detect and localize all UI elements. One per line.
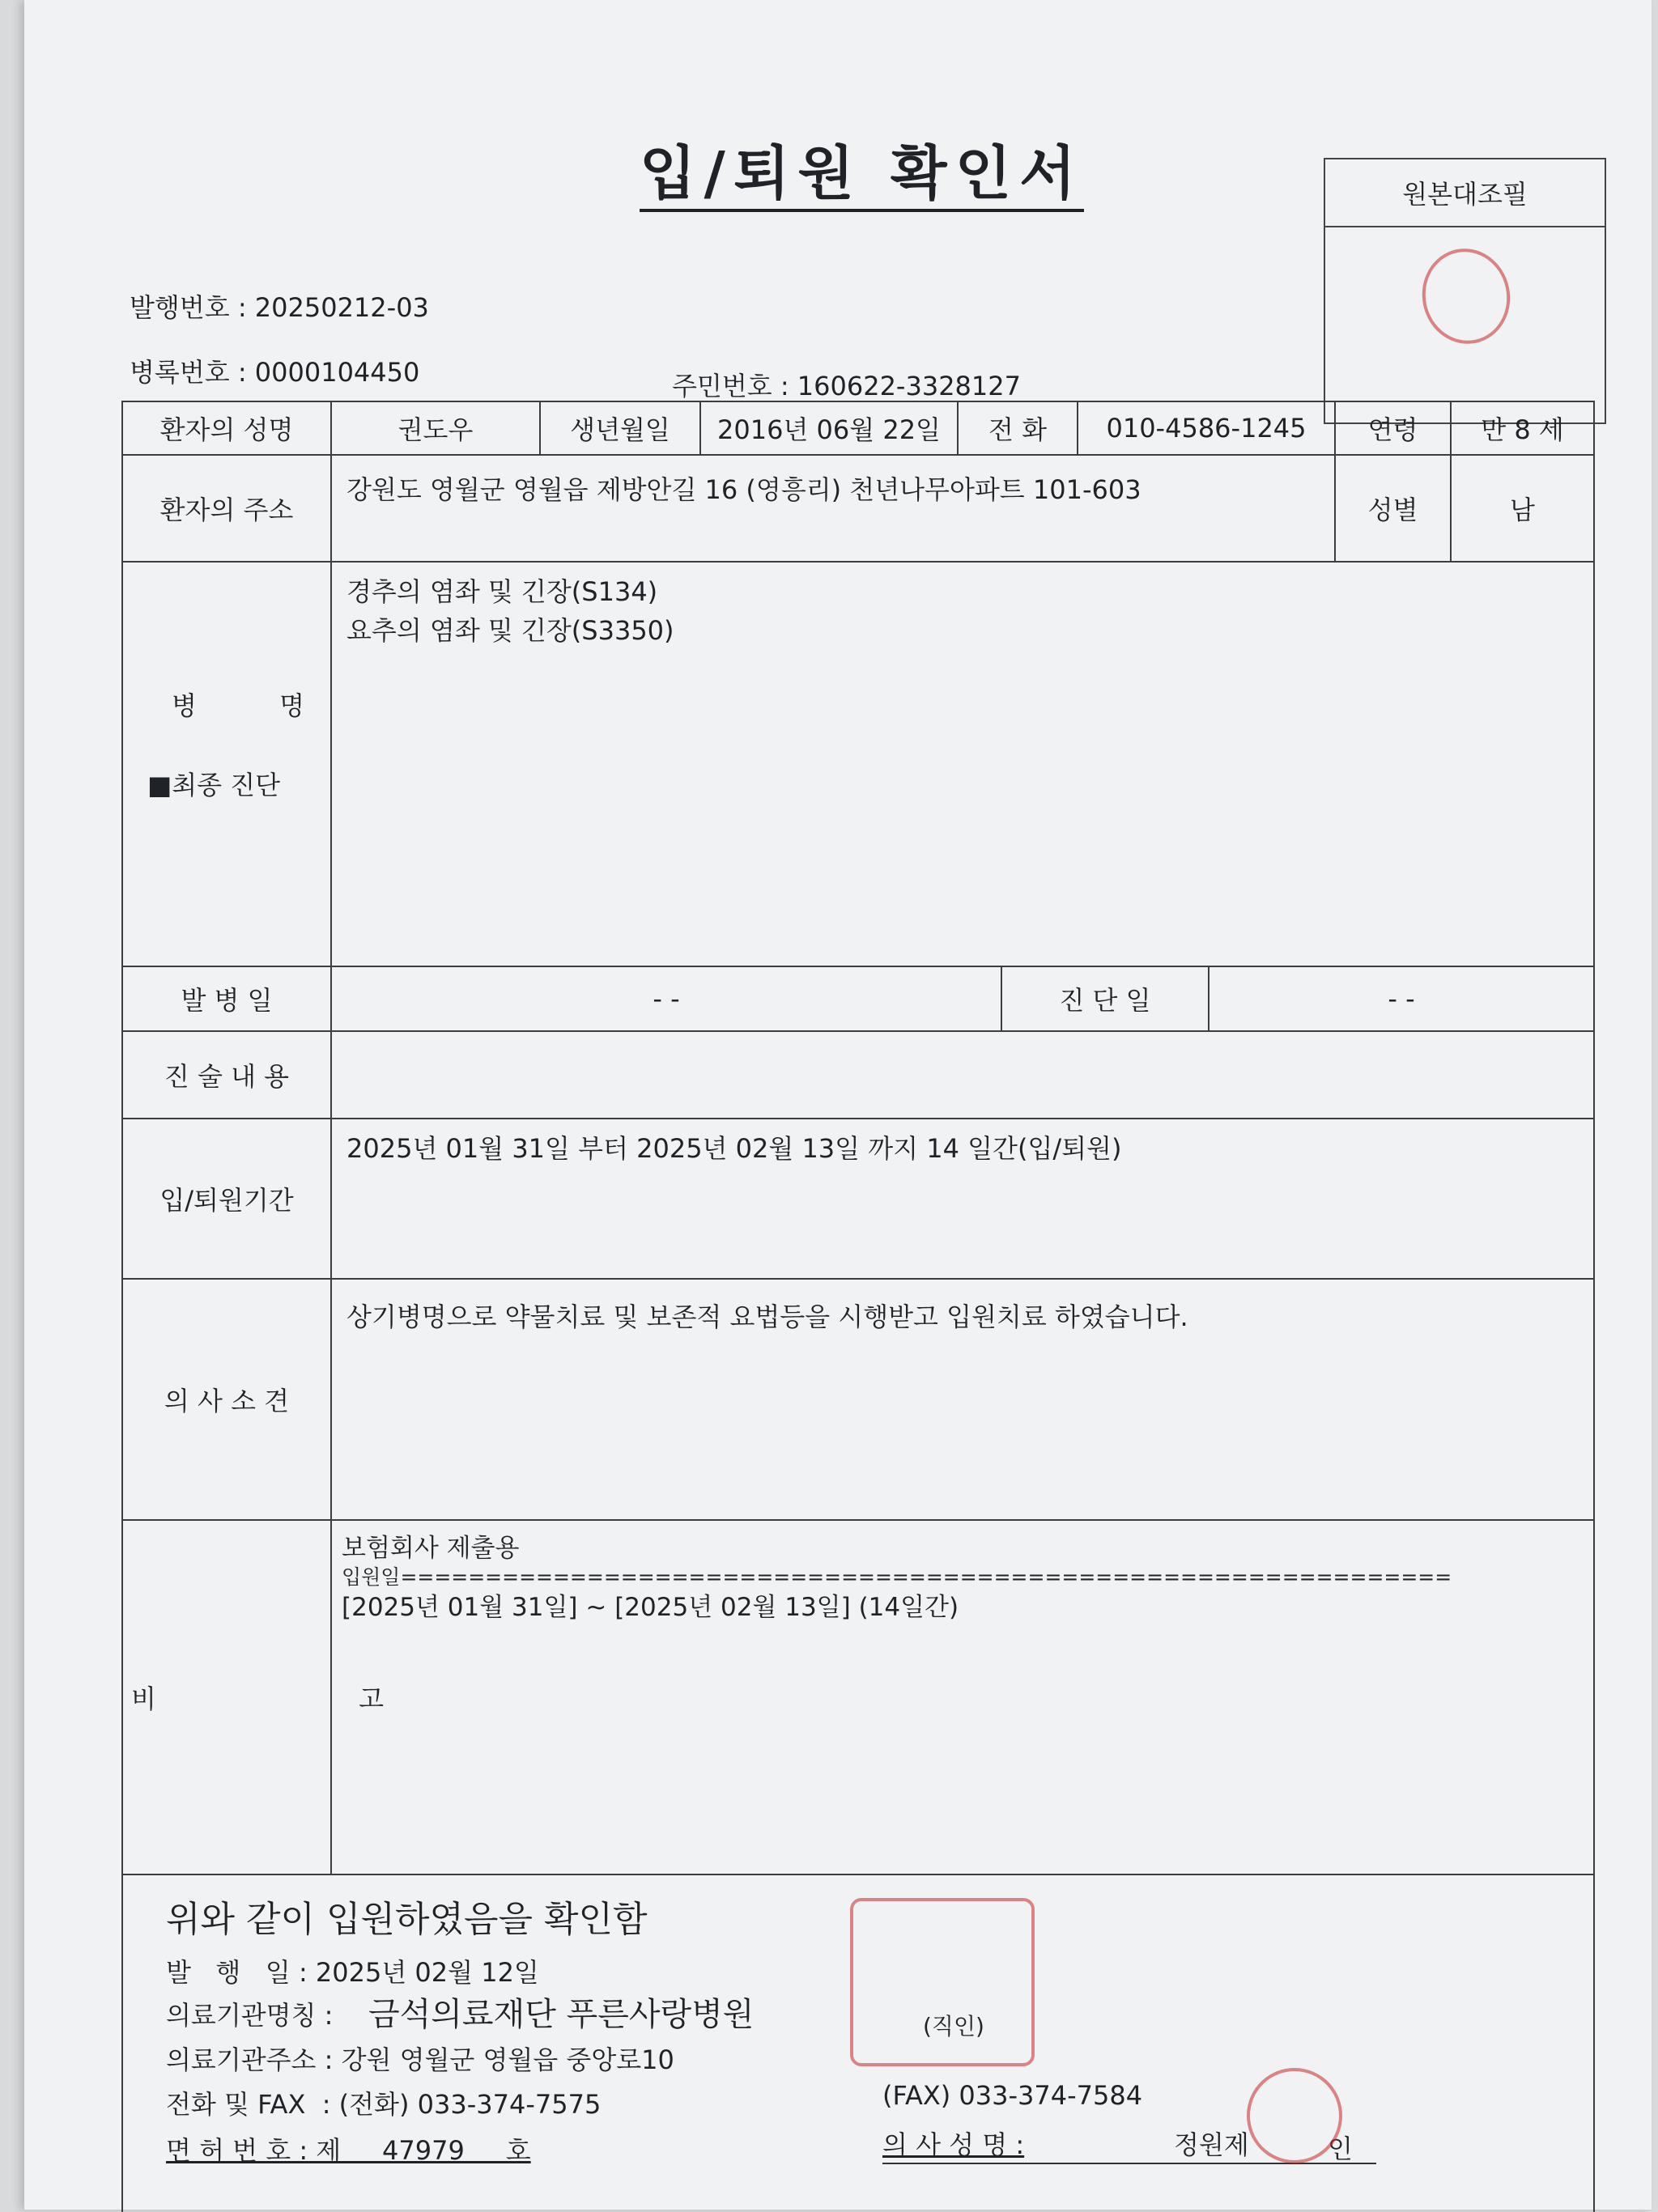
remarks-label: 비 고 [131,1683,481,1714]
hospital-address: 의료기관주소 : 강원 영월군 영월읍 중앙로10 [166,2044,674,2075]
onset-label: 발 병 일 [121,966,332,1032]
diagnosis-line: 요추의 염좌 및 긴장(S3350) [346,615,674,646]
remarks-line: [2025년 01월 31일] ~ [2025년 02월 13일] (14일간) [342,1592,959,1622]
period-value: 2025년 01월 31일 부터 2025년 02월 13일 까지 14 일간(입/퇴원) [330,1118,1595,1280]
record-number: 병록번호 : 0000104450 [130,357,420,388]
birth-date: 2016년 06월 22일 [699,401,959,456]
patient-address: 강원도 영월군 영월읍 제방안길 16 (영흥리) 천년나무아파트 101-603 [330,454,1336,563]
issue-date: 발 행 일 : 2025년 02월 12일 [166,1957,539,1988]
original-check-box [1324,158,1606,424]
period-label: 입/퇴원기간 [121,1118,332,1280]
diagnosis-value-cell [330,561,1595,967]
license-number: 면 허 번 호 : 제 47979 호 [166,2135,531,2166]
diagnosis-date-label: 진 단 일 [1001,966,1209,1032]
remarks-value-cell [330,1519,1595,1875]
confirm-statement: 위와 같이 입원하였음을 확인함 [166,1899,648,1940]
remarks-line: 보험회사 제출용 [342,1534,520,1563]
address-label: 환자의 주소 [121,454,332,563]
sex-label: 성별 [1334,454,1452,563]
check-seal-icon [1414,240,1519,352]
resident-number: 주민번호 : 160622-3328127 [672,371,1021,401]
hospital-name-label: 의료기관명칭 : [166,2000,334,2031]
fax: (FAX) 033-374-7584 [882,2080,1143,2111]
doctor-underline [882,2163,1376,2164]
hospital-seal-icon [850,1898,1035,2066]
original-check-label: 원본대조필 [1325,159,1605,227]
issue-number: 발행번호 : 20250212-03 [130,292,429,323]
telephone: 전화 및 FAX : (전화) 033-374-7575 [166,2089,602,2120]
age-label: 연령 [1334,401,1452,456]
diagnosis-label-cell [121,561,342,967]
remarks-line: 입원일============================================================== [342,1565,1452,1590]
document-page [24,0,1652,2210]
document-title: 입/퇴원 확인서 [640,142,1084,212]
age-value: 만 8 세 [1450,401,1595,456]
statement-value [330,1030,1595,1119]
phone-number: 010-4586-1245 [1077,401,1336,456]
phone-label: 전 화 [957,401,1078,456]
birth-label: 생년월일 [539,401,701,456]
opinion-value: 상기병명으로 약물치료 및 보존적 요법등을 시행받고 입원치료 하였습니다. [330,1278,1595,1521]
hospital-name: 금석의료재단 푸른사랑병원 [368,1996,755,2033]
opinion-label: 의 사 소 견 [121,1278,332,1521]
final-diagnosis-label: ■최종 진단 [147,770,281,800]
diagnosis-line: 경추의 염좌 및 긴장(S134) [346,576,658,607]
patient-name: 권도우 [330,401,541,456]
doctor-mark: 인 [1328,2133,1353,2164]
onset-value: - - [330,966,1002,1032]
doctor-label: 의 사 성 명 : [882,2129,1025,2160]
sex-value: 남 [1450,454,1595,563]
diagnosis-date-value: - - [1208,966,1595,1032]
doctor-name: 정원제 [1174,2129,1249,2160]
diagnosis-label: 병 명 [172,690,342,721]
name-label: 환자의 성명 [121,401,332,456]
statement-label: 진 술 내 용 [121,1030,332,1119]
seal-mark: (직인) [923,2013,984,2040]
